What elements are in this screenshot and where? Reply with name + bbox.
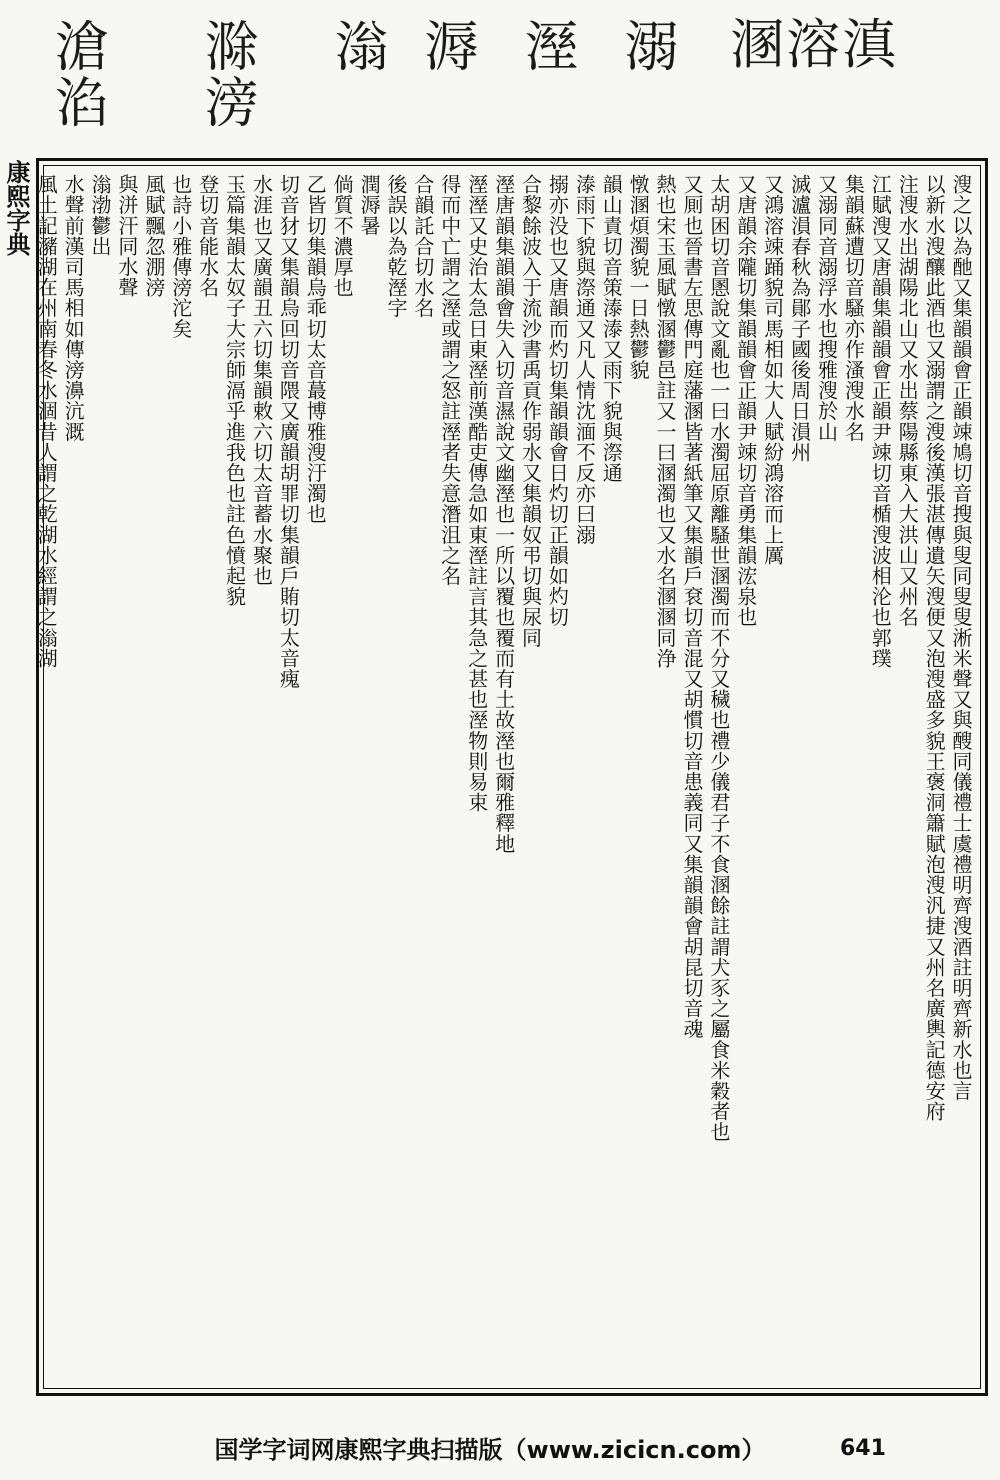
page-number: 641 — [840, 1436, 886, 1461]
text-column: 溲之以為酏又集韻韻會正韻竦鳩切音搜與叟同叟叟淅米聲又與醙同儀禮士虞禮明齊溲酒註明齊新水也言 — [949, 174, 973, 1101]
text-column: 水涯也又廣韻丑六切集韻敕六切太音蓄水聚也 — [249, 174, 274, 586]
text-column: 乙皆切集韻烏乖切太音蕞博雅溲汙濁也 — [303, 174, 328, 525]
text-column: 又唐韻余隴切集韻韻會正韻尹竦切音勇集韻浤泉也 — [733, 174, 758, 628]
text-frame-inner — [34, 165, 981, 1389]
text-column: 登切音能水名 — [195, 174, 220, 298]
seal-char-group: 溽 — [416, 18, 479, 74]
text-column: 集韻蘇遭切音騷亦作溞溲水名 — [841, 174, 866, 442]
seal-char-group: 溺 — [616, 18, 679, 74]
text-column: 倘質不濃厚也 — [330, 174, 355, 298]
text-column: 風土記瀦湖在州南春冬水涸昔人謂之乾湖水經謂之滃湖 — [34, 174, 59, 669]
margin-heading — [0, 160, 32, 1360]
text-column: 又鴻溶竦踊貌司馬相如大人賦紛鴻溶而上厲 — [760, 174, 785, 566]
seal-script-header — [30, 10, 970, 150]
text-column: 又厠也晉書左思傳門庭藩溷皆著紙筆又集韻戶袞切音混又胡慣切音患義同又集韻韻會胡昆切音魂 — [679, 174, 704, 1040]
text-column: 太胡困切音慁說文亂也一曰水濁屈原離騷世溷濁而不分又穢也禮少儀君子不食溷餘註謂犬豕之屬食米穀者也 — [706, 174, 731, 1143]
text-column: 韻山責切音策溙溙又雨下貌與漈通 — [599, 174, 624, 483]
text-column: 水聲前漢司馬相如傳滂濞沆溉 — [61, 174, 86, 442]
text-column: 得而中亡謂之溼或謂之怒註溼者失意潛沮之名 — [437, 174, 462, 586]
entry-columns — [34, 174, 974, 1380]
text-column: 滅瀘溳春秋為鄖子國後周日溳州 — [787, 174, 812, 463]
seal-char-group: 溷溶滇 — [730, 13, 898, 76]
text-column: 合黎餘波入于流沙書禹貢作弱水又集韻奴弔切與尿同 — [518, 174, 543, 648]
text-column: 又溺同音溺浮水也搜雅溲於山 — [814, 174, 839, 442]
text-column: 切音犲又集韻烏回切音隈又廣韻胡罪切集韻戶賄切太音瘣 — [276, 174, 301, 689]
text-column: 與洴汗同水聲 — [114, 174, 139, 298]
text-column: 也詩小雅傳滂沱矣 — [168, 174, 193, 339]
text-column: 玉篇集韻太奴子大宗師滆乎進我色也註色憤起貌 — [222, 174, 247, 607]
text-column: 江賦溲又唐韻集韻韻會正韻尹竦切音楯溲波相沦也郭璞 — [868, 174, 893, 669]
text-column: 溼唐韻集韻韻會失入切音濕說文幽溼也一所以覆也覆而有土故溼也爾雅釋地 — [491, 174, 516, 854]
text-frame — [36, 158, 988, 1396]
text-column: 風賦飄忽淜滂 — [141, 174, 166, 298]
seal-char-group: 溼 — [516, 18, 579, 74]
seal-char-group: 滄淊 — [46, 18, 109, 130]
seal-char-group: 滁滂 — [196, 18, 259, 130]
text-column: 搦亦没也又唐韻而灼切集韻韻會日灼切正韻如灼切 — [545, 174, 570, 628]
text-column: 溼溼又史治太急日東溼前漢酷吏傳急如東溼註言其急之甚也溼物則易束 — [464, 174, 489, 813]
scan-source-caption: 国学字词网康熙字典扫描版（www.zicicn.com） — [214, 1436, 766, 1464]
seal-char-group: 滃 — [326, 18, 389, 74]
text-column: 憞溷煩濁貌一日熱鬱貌 — [626, 174, 651, 380]
text-column: 以新水溲釀此酒也又溺謂之溲後漢張湛傳遺矢溲便又泡溲盛多貌王褒洞簫賦泡溲汎捷又州名廣輿記德安府 — [922, 174, 947, 1122]
text-column: 合韻託合切水名 — [410, 174, 435, 319]
text-column: 滃渤鬱出 — [88, 174, 112, 257]
text-column: 注溲水出湖陽北山又水出蔡陽縣東入大洪山又州名 — [895, 174, 920, 628]
book-title: 康熙字典 — [2, 160, 31, 256]
text-column: 後誤以為乾溼字 — [383, 174, 408, 319]
text-column: 熱也宋玉風賦憞溷鬱邑註又一曰溷濁也又水名溷溷同浄 — [653, 174, 678, 669]
text-column: 溙雨下貌與漈通又凡人情沈湎不反亦曰溺 — [572, 174, 597, 545]
text-column: 潤溽暑 — [357, 174, 382, 236]
